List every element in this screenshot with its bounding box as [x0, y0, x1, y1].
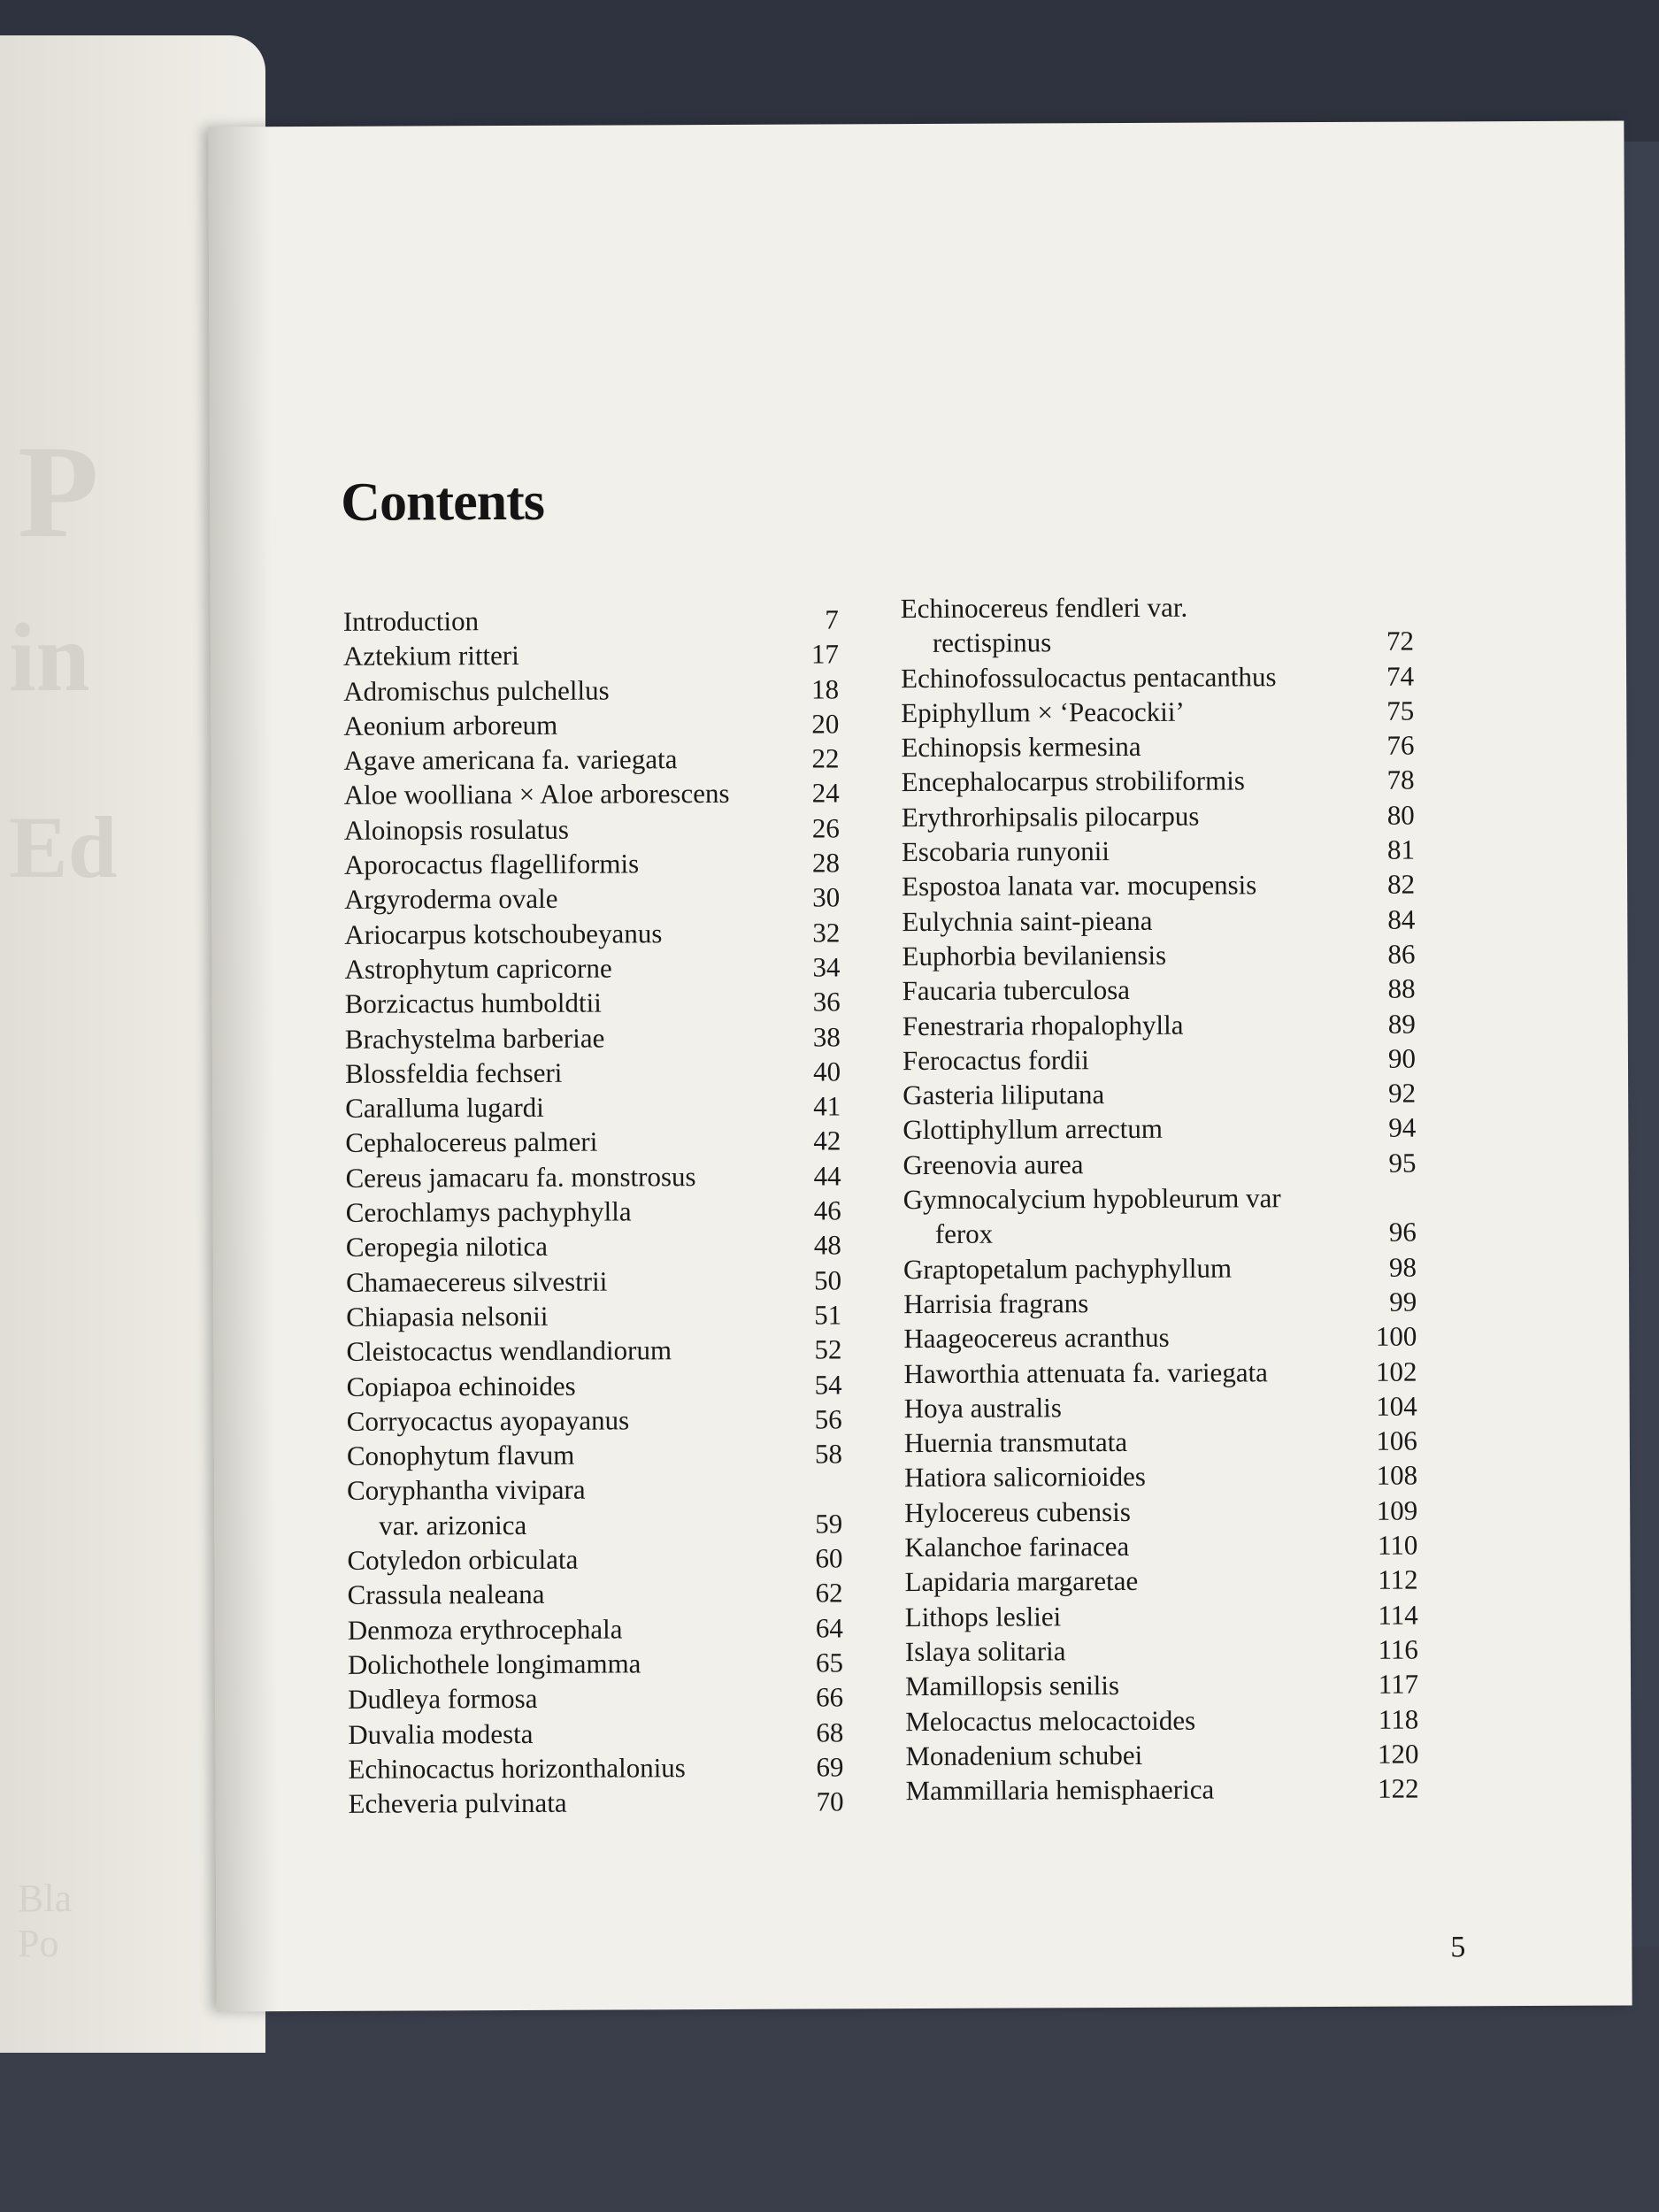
entry-page-number: 104	[1376, 1390, 1417, 1422]
entry-page-number: 75	[1386, 695, 1415, 726]
entry-page-number: 76	[1386, 729, 1415, 761]
entry-title: Gasteria liliputana	[902, 1079, 1105, 1111]
contents-entry	[904, 1458, 1417, 1495]
entry-page-number: 120	[1377, 1738, 1419, 1770]
contents-entry	[905, 1771, 1418, 1809]
entry-page-number: 20	[811, 708, 840, 740]
entry-title: Crassula nealeana	[347, 1578, 545, 1611]
contents-entry	[346, 1367, 841, 1404]
contents-entry	[344, 880, 840, 918]
entry-page-number: 26	[811, 812, 840, 844]
entry-title: Haworthia attenuata fa. variegata	[903, 1356, 1268, 1389]
entry-title: Cerochlamys pachyphylla	[345, 1195, 632, 1228]
entry-title: Eulychnia saint-pieana	[902, 904, 1153, 937]
entry-title: Chiapasia nelsonii	[346, 1300, 549, 1333]
entry-title: Corryocactus ayopayanus	[346, 1404, 630, 1437]
contents-entry	[343, 672, 839, 709]
entry-page-number: 99	[1389, 1286, 1417, 1317]
entry-page-number: 68	[816, 1716, 844, 1748]
entry-page-number: 62	[815, 1577, 843, 1609]
contents-entry	[902, 972, 1416, 1009]
entry-title: Monadenium schubei	[905, 1739, 1143, 1771]
contents-entry	[901, 624, 1414, 661]
contents-entry	[902, 1041, 1416, 1078]
entry-page-number: 42	[813, 1125, 841, 1156]
entry-page-number: 24	[811, 777, 840, 810]
entry-title: Duvalia modesta	[348, 1717, 534, 1750]
entry-title: Hoya australis	[903, 1392, 1062, 1424]
contents-entry	[348, 1680, 843, 1717]
contents-entry	[902, 867, 1415, 904]
entry-page-number: 59	[815, 1508, 843, 1540]
entry-page-number: 54	[814, 1368, 842, 1401]
entry-title: Cephalocereus palmeri	[345, 1126, 598, 1159]
entry-title: Aloe woolliana × Aloe arborescens	[343, 778, 730, 811]
entry-page-number: 96	[1388, 1216, 1417, 1248]
entry-page-number: 30	[812, 881, 841, 913]
entry-page-number: 117	[1378, 1668, 1419, 1700]
contents-column-left	[343, 602, 844, 1821]
entry-page-number: 84	[1387, 903, 1416, 935]
contents-entry	[345, 1124, 841, 1161]
entry-title: Harrisia fragrans	[903, 1287, 1089, 1320]
contents-entry	[344, 810, 840, 848]
entry-page-number: 65	[815, 1647, 844, 1678]
contents-entry	[344, 915, 840, 952]
contents-entry	[902, 763, 1415, 800]
entry-page-number: 58	[814, 1438, 842, 1470]
contents-entry	[902, 1145, 1416, 1182]
contents-entry	[902, 902, 1415, 939]
contents-entry	[903, 1215, 1417, 1252]
entry-title: Cotyledon orbiculata	[347, 1543, 579, 1576]
contents-entry	[347, 1506, 842, 1543]
contents-page	[208, 121, 1632, 2012]
entry-title: Dudleya formosa	[348, 1683, 538, 1716]
entry-title: Coryphantha vivipara	[347, 1474, 586, 1507]
contents-entry	[903, 1249, 1417, 1286]
entry-title: Borzicactus humboldtii	[344, 987, 602, 1020]
contents-entry	[345, 1019, 841, 1056]
entry-page-number: 92	[1388, 1077, 1417, 1109]
entry-page-number: 86	[1387, 938, 1416, 970]
entry-title: Adromischus pulchellus	[343, 674, 610, 707]
entry-title: Aeonium arboreum	[343, 709, 558, 741]
entry-title: Conophytum flavum	[346, 1439, 575, 1471]
entry-title: Caralluma lugardi	[345, 1092, 544, 1124]
contents-entry	[903, 1354, 1417, 1391]
entry-title: Echinopsis kermesina	[901, 731, 1141, 764]
contents-entry	[347, 1402, 842, 1439]
entry-page-number: 38	[812, 1020, 841, 1053]
contents-entry	[346, 1297, 841, 1334]
entry-page-number: 66	[816, 1681, 844, 1713]
page-gutter-shadow	[208, 127, 278, 2011]
contents-entry	[348, 1749, 843, 1786]
contents-entry	[905, 1736, 1418, 1773]
entry-title: Melocactus melocactoides	[905, 1704, 1196, 1737]
entry-title: Euphorbia bevilaniensis	[902, 939, 1167, 972]
entry-title: Cereus jamacaru fa. monstrosus	[345, 1160, 696, 1194]
entry-title: Aztekium ritteri	[342, 640, 519, 672]
entry-page-number: 7	[825, 603, 839, 635]
contents-entry	[346, 1193, 841, 1230]
entry-page-number: 34	[812, 951, 841, 983]
contents-entry	[902, 797, 1415, 834]
entry-title: Aporocactus flagelliformis	[343, 848, 640, 880]
contents-entry	[904, 1493, 1417, 1530]
entry-page-number: 69	[816, 1751, 844, 1783]
entry-page-number: 80	[1386, 799, 1415, 831]
entry-title: Gymnocalycium hypobleurum var	[902, 1182, 1281, 1216]
entry-page-number: 88	[1387, 972, 1416, 1004]
entry-page-number: 81	[1386, 833, 1416, 865]
contents-entry	[904, 1528, 1417, 1565]
entry-page-number: 114	[1378, 1599, 1418, 1631]
entry-title: Aloinopsis rosulatus	[343, 813, 569, 846]
entry-page-number: 116	[1378, 1633, 1418, 1665]
bleed-through-ghost-text: Bla Po	[18, 1877, 73, 1965]
entry-page-number: 90	[1387, 1042, 1417, 1074]
entry-page-number: 46	[813, 1194, 841, 1226]
contents-entry	[348, 1576, 843, 1613]
contents-column-right	[901, 589, 1419, 1809]
contents-entry	[343, 602, 839, 639]
page-number: 5	[1450, 1931, 1466, 1964]
entry-page-number: 18	[811, 672, 840, 705]
entry-page-number: 106	[1376, 1425, 1417, 1456]
contents-entry	[345, 1158, 841, 1195]
entry-title: Huernia transmutata	[903, 1426, 1128, 1459]
entry-title: Cleistocactus wendlandiorum	[346, 1334, 672, 1368]
contents-entry	[347, 1437, 842, 1474]
entry-page-number: 122	[1377, 1772, 1419, 1804]
contents-entry	[902, 937, 1415, 974]
entry-title: Astrophytum capricorne	[344, 952, 612, 985]
entry-page-number: 28	[811, 847, 841, 879]
entry-page-number: 100	[1375, 1320, 1417, 1352]
entry-title: Kalanchoe farinacea	[904, 1530, 1130, 1563]
entry-page-number: 82	[1387, 868, 1416, 901]
entry-page-number: 98	[1388, 1251, 1417, 1283]
entry-title: Echinocereus fendleri var.	[900, 591, 1188, 625]
contents-entry	[903, 1319, 1417, 1356]
entry-page-number: 102	[1375, 1356, 1417, 1387]
contents-entry	[901, 658, 1414, 695]
entry-title: Escobaria runyonii	[901, 835, 1110, 868]
entry-title: Dolichothele longimamma	[347, 1647, 641, 1680]
entry-title: Ariocarpus kotschoubeyanus	[344, 917, 663, 950]
contents-entry	[901, 693, 1414, 730]
entry-page-number: 108	[1376, 1459, 1418, 1492]
entry-page-number: 64	[815, 1611, 843, 1644]
entry-title: Greenovia aurea	[902, 1148, 1084, 1180]
contents-entry	[903, 1284, 1417, 1321]
contents-entry	[902, 1110, 1416, 1148]
entry-title: Encephalocarpus strobiliformis	[901, 764, 1245, 798]
entry-title: Espostoa lanata var. mocupensis	[902, 869, 1257, 902]
entry-page-number: 32	[812, 917, 841, 949]
contents-entry	[344, 776, 840, 813]
entry-page-number: 50	[813, 1264, 842, 1296]
entry-title: Islaya solitaria	[904, 1635, 1066, 1667]
contents-entry	[346, 1333, 841, 1370]
entry-page-number: 112	[1378, 1563, 1418, 1596]
entry-page-number: 109	[1376, 1494, 1418, 1526]
entry-title: rectispinus	[932, 626, 1052, 659]
entry-title: Graptopetalum pachyphyllum	[902, 1252, 1233, 1285]
contents-entry	[902, 1076, 1416, 1113]
contents-entry	[343, 741, 839, 779]
entry-page-number: 17	[810, 638, 840, 670]
contents-entry	[905, 1667, 1418, 1704]
entry-title: Agave americana fa. variegata	[343, 743, 678, 777]
entry-title: Fenestraria rhopalophylla	[902, 1009, 1184, 1041]
bleed-through-ghost-text: P	[18, 419, 99, 565]
bleed-through-ghost-text: Ed	[9, 798, 118, 896]
contents-entry	[343, 637, 839, 674]
entry-title: ferox	[934, 1217, 994, 1250]
entry-title: Denmoza erythrocephala	[347, 1613, 623, 1646]
contents-entry	[902, 833, 1415, 870]
contents-entry	[347, 1471, 842, 1509]
contents-entry	[346, 1228, 841, 1265]
entry-title: Mammillaria hemisphaerica	[905, 1773, 1215, 1807]
entry-title: Hatiora salicornioides	[903, 1461, 1146, 1494]
entry-title: Ferocactus fordii	[902, 1044, 1089, 1076]
entry-page-number: 22	[811, 742, 840, 774]
entry-title: Echeveria pulvinata	[348, 1786, 567, 1819]
entry-title: Echinocactus horizonthalonius	[348, 1751, 686, 1785]
entry-page-number: 36	[812, 986, 841, 1018]
entry-page-number: 51	[814, 1299, 842, 1331]
page-title: Contents	[341, 471, 545, 533]
contents-entry	[345, 985, 841, 1022]
contents-entry	[349, 1784, 844, 1821]
entry-title: var. arizonica	[379, 1509, 527, 1541]
entry-page-number: 48	[813, 1229, 841, 1261]
entry-page-number: 118	[1378, 1703, 1419, 1735]
entry-page-number: 56	[814, 1403, 842, 1435]
bleed-through-ghost-text: in	[9, 603, 90, 711]
contents-entry	[345, 1054, 841, 1091]
entry-page-number: 110	[1377, 1529, 1418, 1561]
entry-title: Brachystelma barberiae	[344, 1022, 605, 1055]
entry-title: Chamaecereus silvestrii	[345, 1265, 608, 1298]
entry-page-number: 40	[812, 1056, 841, 1087]
entry-page-number: 78	[1386, 764, 1415, 796]
contents-entry	[905, 1597, 1418, 1634]
entry-page-number: 74	[1386, 660, 1415, 692]
entry-title: Argyroderma ovale	[344, 883, 558, 916]
entry-title: Echinofossulocactus pentacanthus	[901, 660, 1277, 694]
entry-title: Introduction	[342, 605, 480, 637]
contents-entry	[344, 845, 840, 882]
entry-title: Hylocereus cubensis	[904, 1495, 1131, 1528]
entry-title: Epiphyllum × ‘Peacockii’	[901, 695, 1185, 728]
entry-page-number: 60	[815, 1542, 843, 1574]
contents-entry	[348, 1645, 843, 1682]
entry-title: Lithops lesliei	[904, 1600, 1062, 1632]
contents-entry	[901, 589, 1414, 626]
contents-entry	[904, 1563, 1417, 1600]
entry-page-number: 72	[1386, 625, 1414, 657]
entry-title: Copiapoa echinoides	[346, 1370, 576, 1402]
contents-entry	[346, 1263, 841, 1300]
contents-entry	[902, 1006, 1416, 1043]
entry-title: Mamillopsis senilis	[904, 1670, 1120, 1702]
contents-entry	[903, 1180, 1417, 1217]
entry-title: Faucaria tuberculosa	[902, 974, 1131, 1007]
contents-entry	[347, 1540, 842, 1578]
contents-entry	[343, 706, 839, 743]
contents-entry	[904, 1424, 1417, 1461]
entry-page-number: 70	[816, 1786, 844, 1817]
contents-entry	[345, 1089, 841, 1126]
contents-entry	[905, 1701, 1418, 1739]
contents-entry	[344, 949, 840, 987]
entry-title: Lapidaria margaretae	[904, 1565, 1139, 1598]
entry-page-number: 89	[1387, 1008, 1416, 1040]
entry-page-number: 52	[814, 1333, 842, 1365]
entry-page-number: 94	[1388, 1112, 1417, 1144]
contents-entry	[348, 1610, 843, 1647]
entry-page-number: 95	[1388, 1147, 1417, 1179]
entry-title: Glottiphyllum arrectum	[902, 1113, 1163, 1146]
entry-title: Erythrorhipsalis pilocarpus	[901, 800, 1200, 833]
contents-entry	[904, 1388, 1417, 1425]
entry-page-number: 44	[813, 1160, 841, 1192]
contents-entry	[348, 1715, 843, 1752]
entry-title: Haageocereus acranthus	[903, 1322, 1170, 1355]
entry-title: Blossfeldia fechseri	[344, 1056, 563, 1089]
contents-entry	[901, 728, 1414, 765]
entry-title: Ceropegia nilotica	[345, 1231, 549, 1263]
entry-page-number: 41	[813, 1090, 841, 1122]
contents-entry	[905, 1632, 1418, 1669]
